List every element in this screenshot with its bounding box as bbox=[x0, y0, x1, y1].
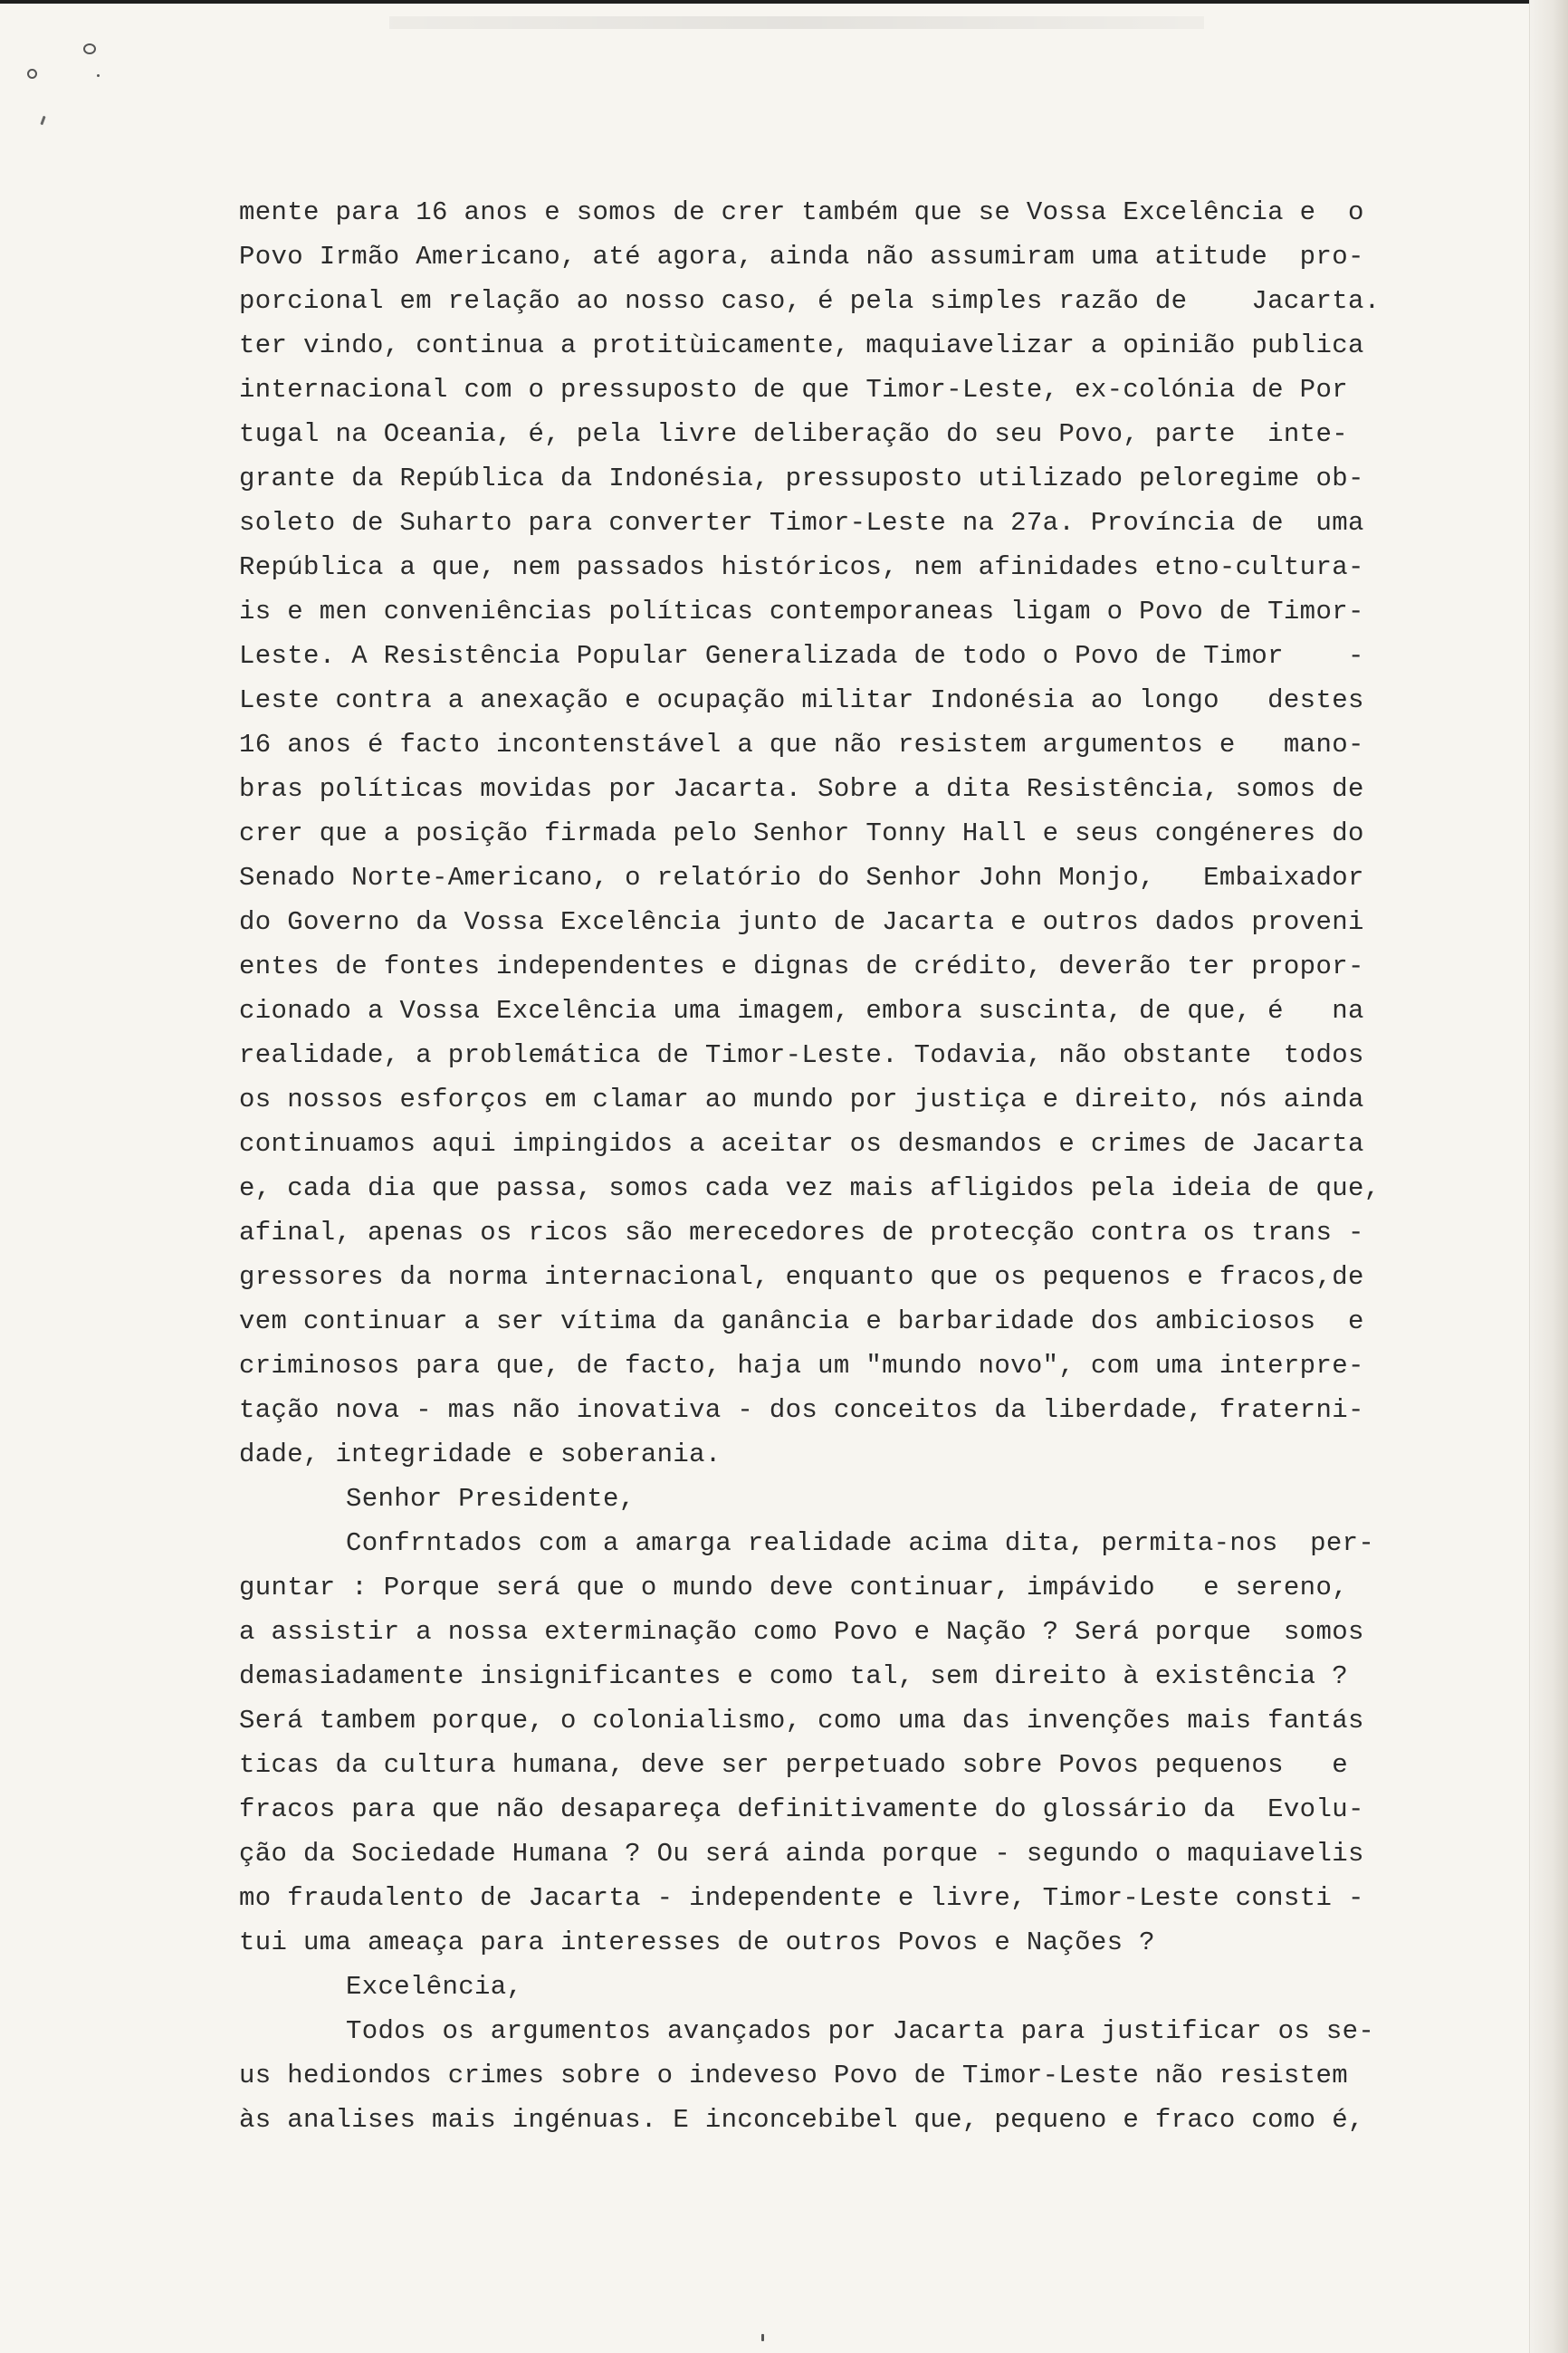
top-border-rule bbox=[0, 0, 1568, 4]
text-line: ção da Sociedade Humana ? Ou será ainda porque - segundo o maquiavelis bbox=[239, 1839, 1364, 1869]
paper-right-edge bbox=[1529, 0, 1568, 2353]
text-line: e, cada dia que passa, somos cada vez mais afligidos pela ideia de que, bbox=[239, 1173, 1381, 1203]
text-line: continuamos aqui impingidos a aceitar os desmandos e crimes de Jacarta bbox=[239, 1129, 1364, 1159]
ink-speck bbox=[40, 116, 45, 125]
text-line: is e men conveniências políticas contemporaneas ligam o Povo de Timor- bbox=[239, 597, 1364, 627]
text-line: tugal na Oceania, é, pela livre deliberação do seu Povo, parte inte- bbox=[239, 419, 1348, 449]
text-line: tui uma ameaça para interesses de outros Povos e Nações ? bbox=[239, 1927, 1155, 1957]
text-line: realidade, a problemática de Timor-Leste. Todavia, não obstante todos bbox=[239, 1040, 1364, 1070]
text-line: internacional com o pressuposto de que Timor-Leste, ex-colónia de Por bbox=[239, 375, 1348, 405]
text-line: ter vindo, continua a protitùicamente, maquiavelizar a opinião publica bbox=[239, 330, 1364, 360]
text-line: entes de fontes independentes e dignas de crédito, deverão ter propor- bbox=[239, 952, 1364, 981]
ink-speck bbox=[97, 74, 100, 77]
text-line: mo fraudalento de Jacarta - independente e livre, Timor-Leste consti - bbox=[239, 1883, 1364, 1913]
text-line: às analises mais ingénuas. E inconcebibel que, pequeno e fraco como é, bbox=[239, 2105, 1364, 2135]
text-line: afinal, apenas os ricos são merecedores de protecção contra os trans - bbox=[239, 1218, 1364, 1248]
text-line: Todos os argumentos avançados por Jacarta para justificar os se- bbox=[346, 2016, 1375, 2046]
text-line: soleto de Suharto para converter Timor-Leste na 27a. Província de uma bbox=[239, 508, 1364, 538]
text-line: criminosos para que, de facto, haja um "mundo novo", com uma interpre- bbox=[239, 1351, 1364, 1381]
text-line: Será tambem porque, o colonialismo, como uma das invenções mais fantás bbox=[239, 1706, 1364, 1736]
text-line: dade, integridade e soberania. bbox=[239, 1440, 722, 1469]
text-line: grante da República da Indonésia, pressuposto utilizado peloregime ob- bbox=[239, 464, 1364, 493]
text-line: gressores da norma internacional, enquanto que os pequenos e fracos,de bbox=[239, 1262, 1364, 1292]
text-line: Leste. A Resistência Popular Generalizada de todo o Povo de Timor - bbox=[239, 641, 1364, 671]
faint-header-smudge bbox=[389, 16, 1204, 29]
text-line: Excelência, bbox=[346, 1972, 523, 2002]
text-line: os nossos esforços em clamar ao mundo por justiça e direito, nós ainda bbox=[239, 1085, 1364, 1114]
text-line: Leste contra a anexação e ocupação militar Indonésia ao longo destes bbox=[239, 685, 1364, 715]
text-line: tação nova - mas não inovativa - dos conceitos da liberdade, fraterni- bbox=[239, 1395, 1364, 1425]
ink-speck bbox=[761, 2334, 764, 2341]
text-line: fracos para que não desapareça definitivamente do glossário da Evolu- bbox=[239, 1794, 1364, 1824]
typewritten-letter-body bbox=[239, 190, 1425, 2142]
text-line: us hediondos crimes sobre o indeveso Povo de Timor-Leste não resistem bbox=[239, 2061, 1348, 2090]
ink-speck bbox=[27, 69, 37, 79]
text-line: bras políticas movidas por Jacarta. Sobre a dita Resistência, somos de bbox=[239, 774, 1364, 804]
text-line: do Governo da Vossa Excelência junto de Jacarta e outros dados proveni bbox=[239, 907, 1364, 937]
text-line: Confrntados com a amarga realidade acima dita, permita-nos per- bbox=[346, 1528, 1375, 1558]
text-line: vem continuar a ser vítima da ganância e barbaridade dos ambiciosos e bbox=[239, 1306, 1364, 1336]
text-line: porcional em relação ao nosso caso, é pela simples razão de Jacarta. bbox=[239, 286, 1381, 316]
text-line: mente para 16 anos e somos de crer também que se Vossa Excelência e o bbox=[239, 197, 1364, 227]
text-line: crer que a posição firmada pelo Senhor Tonny Hall e seus congéneres do bbox=[239, 818, 1364, 848]
text-line: cionado a Vossa Excelência uma imagem, embora suscinta, de que, é na bbox=[239, 996, 1364, 1026]
text-line: Senado Norte-Americano, o relatório do Senhor John Monjo, Embaixador bbox=[239, 863, 1364, 893]
text-line: República a que, nem passados históricos, nem afinidades etno-cultura- bbox=[239, 552, 1364, 582]
text-line: demasiadamente insignificantes e como tal, sem direito à existência ? bbox=[239, 1661, 1348, 1691]
text-line: Senhor Presidente, bbox=[346, 1484, 636, 1514]
text-line: 16 anos é facto incontenstável a que não resistem argumentos e mano- bbox=[239, 730, 1364, 760]
text-line: a assistir a nossa exterminação como Povo e Nação ? Será porque somos bbox=[239, 1617, 1364, 1647]
text-line: ticas da cultura humana, deve ser perpetuado sobre Povos pequenos e bbox=[239, 1750, 1348, 1780]
text-line: guntar : Porque será que o mundo deve continuar, impávido e sereno, bbox=[239, 1573, 1348, 1602]
text-line: Povo Irmão Americano, até agora, ainda não assumiram uma atitude pro- bbox=[239, 242, 1364, 272]
ink-speck bbox=[83, 43, 96, 54]
